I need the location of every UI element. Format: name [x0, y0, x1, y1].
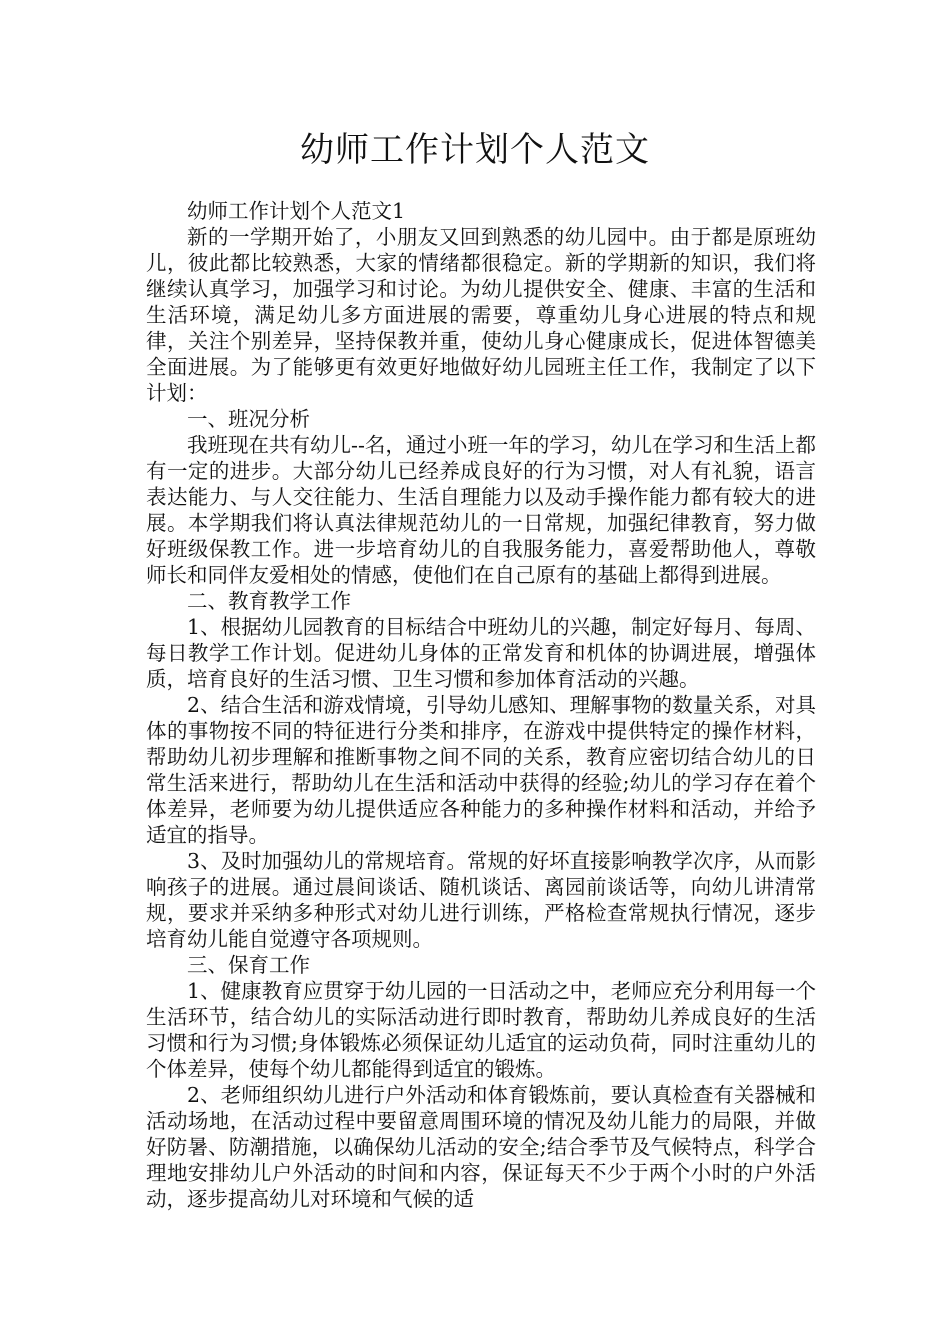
intro-paragraph: 新的一学期开始了，小朋友又回到熟悉的幼儿园中。由于都是原班幼儿，彼此都比较熟悉，大家的情绪都很稳定。新的学期新的知识，我们将继续认真学习，加强学习和讨论。为幼儿提供安全、健康、丰富的生活和生活环境，满足幼儿多方面进展的需要，尊重幼儿身心进展的特点和规律，关注个别差异，坚持保教并重，使幼儿身心健康成长，促进体智德美全面进展。为了能够更有效更好地做好幼儿园班主任工作，我制定了以下计划： [146, 225, 816, 405]
section-heading-care-work: 三、保育工作 [187, 953, 310, 977]
section-heading-class-analysis: 一、班况分析 [187, 407, 310, 431]
section-heading-sample-1: 幼师工作计划个人范文1 [187, 199, 406, 223]
teaching-item-2: 2、结合生活和游戏情境，引导幼儿感知、理解事物的数量关系，对具体的事物按不同的特征进行分类和排序，在游戏中提供特定的操作材料，帮助幼儿初步理解和推断事物之间不同的关系，教育应密切结合幼儿的日常生活来进行，帮助幼儿在生活和活动中获得的经验;幼儿的学习存在着个体差异，老师要为幼儿提供适应各种能力的多种操作材料和活动，并给予适宜的指导。 [146, 693, 816, 847]
document-body [146, 198, 816, 1212]
document-title: 幼师工作计划个人范文 [300, 130, 650, 170]
section-heading-teaching-work: 二、教育教学工作 [187, 589, 351, 613]
teaching-item-1: 1、根据幼儿园教育的目标结合中班幼儿的兴趣，制定好每月、每周、每日教学工作计划。促进幼儿身体的正常发育和机体的协调进展，增强体质，培育良好的生活习惯、卫生习惯和参加体育活动的兴趣。 [146, 615, 816, 691]
class-analysis-paragraph: 我班现在共有幼儿--名，通过小班一年的学习，幼儿在学习和生活上都有一定的进步。大部分幼儿已经养成良好的行为习惯，对人有礼貌，语言表达能力、与人交往能力、生活自理能力以及动手操作能力都有较大的进展。本学期我们将认真法律规范幼儿的一日常规，加强纪律教育，努力做好班级保教工作。进一步培育幼儿的自我服务能力，喜爱帮助他人，尊敬师长和同伴友爱相处的情感，使他们在自己原有的基础上都得到进展。 [146, 433, 816, 587]
care-item-1: 1、健康教育应贯穿于幼儿园的一日活动之中，老师应充分利用每一个生活环节，结合幼儿的实际活动进行即时教育，帮助幼儿养成良好的生活习惯和行为习惯;身体锻炼必须保证幼儿适宜的运动负荷，同时注重幼儿的个体差异，使每个幼儿都能得到适宜的锻炼。 [146, 979, 816, 1081]
care-item-2: 2、老师组织幼儿进行户外活动和体育锻炼前，要认真检查有关器械和活动场地，在活动过程中要留意周围环境的情况及幼儿能力的局限，并做好防暑、防潮措施，以确保幼儿活动的安全;结合季节及气候特点，科学合理地安排幼儿户外活动的时间和内容，保证每天不少于两个小时的户外活动，逐步提高幼儿对环境和气候的适 [146, 1083, 816, 1211]
teaching-item-3: 3、及时加强幼儿的常规培育。常规的好坏直接影响教学次序，从而影响孩子的进展。通过晨间谈话、随机谈话、离园前谈话等，向幼儿讲清常规，要求并采纳多种形式对幼儿进行训练，严格检查常规执行情况，逐步培育幼儿能自觉遵守各项规则。 [146, 849, 816, 951]
